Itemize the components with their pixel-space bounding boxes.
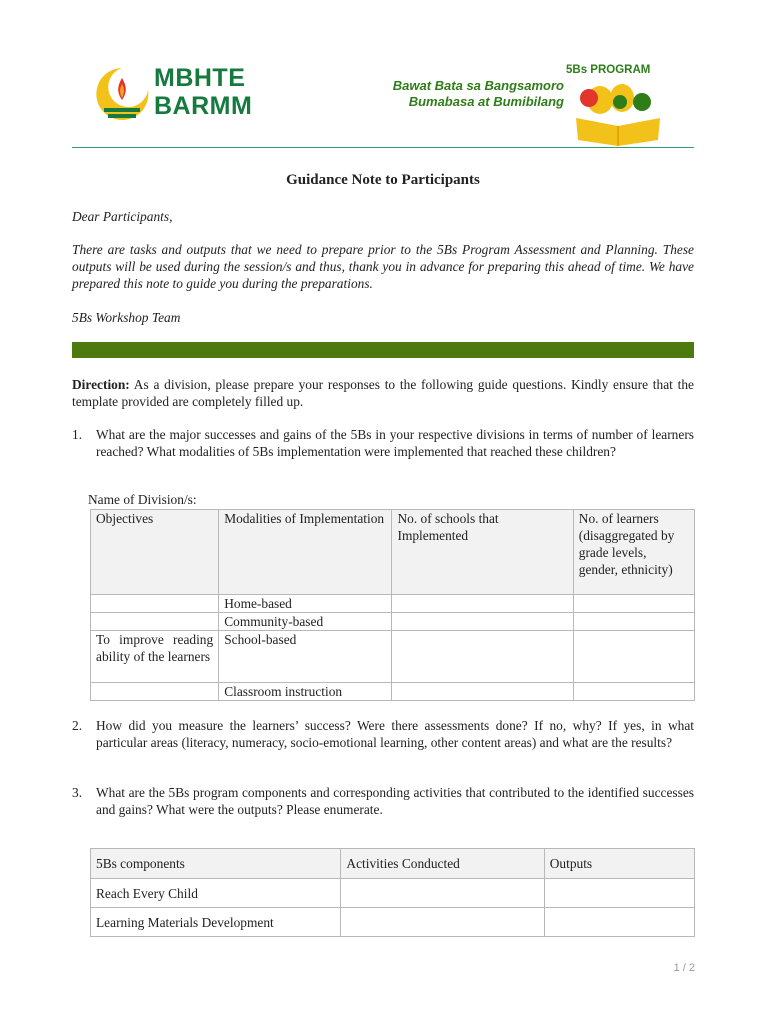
question-2: [72, 717, 694, 751]
col-outputs: Outputs: [544, 849, 694, 879]
outputs-cell[interactable]: [544, 879, 694, 908]
table-row: [91, 595, 695, 613]
col-objectives: Objectives: [91, 510, 219, 595]
objective-cell[interactable]: [91, 613, 219, 631]
question-text: What are the major successes and gains of the 5Bs in your respective divisions in terms of number of learners reached? What modalities of 5Bs implementation were implemented that reached these children?: [96, 427, 694, 459]
schools-cell[interactable]: [392, 683, 573, 701]
salutation: Dear Participants,: [72, 209, 173, 224]
slogan-line-2: Bumabasa at Bumibilang: [408, 94, 564, 109]
question-1: [72, 426, 694, 460]
org-line-2: BARMM: [154, 92, 253, 120]
question-text: What are the 5Bs program components and corresponding activities that contributed to the identified successes and gains? What were the outputs? Please enumerate.: [96, 785, 694, 817]
learners-cell[interactable]: [573, 631, 694, 683]
question-number: 2.: [72, 718, 83, 733]
document-title: Guidance Note to Participants: [286, 172, 480, 188]
signature: 5Bs Workshop Team: [72, 310, 181, 325]
5bs-program-logo-icon: [570, 76, 666, 148]
org-name: [154, 64, 252, 120]
components-table: [90, 848, 695, 937]
outputs-cell[interactable]: [544, 908, 694, 937]
col-activities: Activities Conducted: [341, 849, 544, 879]
schools-cell[interactable]: [392, 595, 573, 613]
col-components: 5Bs components: [91, 849, 341, 879]
objective-cell: To improve reading ability of the learners: [91, 631, 219, 683]
col-learners: No. of learners (disaggregated by grade levels, gender, ethnicity): [573, 510, 694, 595]
component-cell: Learning Materials Development: [91, 908, 341, 937]
col-modalities: Modalities of Implementation: [219, 510, 392, 595]
table-row: [91, 631, 695, 683]
mbhte-logo-icon: [92, 64, 152, 124]
direction-label: Direction:: [72, 377, 130, 392]
successes-table: [90, 509, 695, 701]
objective-cell[interactable]: [91, 683, 219, 701]
question-3: [72, 784, 694, 818]
schools-cell[interactable]: [392, 631, 573, 683]
modality-cell: Home-based: [219, 595, 392, 613]
section-divider-bar: [72, 342, 694, 358]
schools-cell[interactable]: [392, 613, 573, 631]
question-text: How did you measure the learners’ success? Were there assessments done? If no, why? If yes, in what particular areas (literacy, numeracy, socio-emotional learning, other content areas) and what are the results?: [96, 718, 694, 750]
header-divider: [72, 147, 694, 148]
learners-cell[interactable]: [573, 613, 694, 631]
division-name-label: Name of Division/s:: [88, 492, 197, 507]
table-header-row: [91, 510, 695, 595]
objective-cell[interactable]: [91, 595, 219, 613]
page-number: 1 / 2: [673, 962, 695, 974]
learners-cell[interactable]: [573, 595, 694, 613]
table-row: [91, 613, 695, 631]
program-slogan: [393, 78, 564, 110]
activities-cell[interactable]: [341, 908, 544, 937]
table-row: [91, 683, 695, 701]
direction-text: As a division, please prepare your responses to the following guide questions. Kindly ensure that the template provided are completely filled up.: [72, 377, 694, 409]
program-title: 5Bs PROGRAM: [566, 64, 651, 76]
slogan-line-1: Bawat Bata sa Bangsamoro: [392, 78, 564, 93]
modality-cell: Classroom instruction: [219, 683, 392, 701]
question-number: 1.: [72, 427, 83, 442]
learners-cell[interactable]: [573, 683, 694, 701]
component-cell: Reach Every Child: [91, 879, 341, 908]
modality-cell: School-based: [219, 631, 392, 683]
direction-paragraph: [72, 376, 694, 410]
org-line-1: MBHTE: [154, 64, 246, 92]
question-number: 3.: [72, 785, 83, 800]
modality-cell: Community-based: [219, 613, 392, 631]
intro-paragraph: There are tasks and outputs that we need to prepare prior to the 5Bs Program Assessment and Planning. These outputs will be used during the session/s and thus, thank you in advance for preparing this ahead of time. We have prepared this note to guide you during the preparations.: [72, 242, 694, 291]
table-header-row: [91, 849, 695, 879]
table-row: [91, 879, 695, 908]
table-row: [91, 908, 695, 937]
col-schools: No. of schools that Implemented: [392, 510, 573, 595]
activities-cell[interactable]: [341, 879, 544, 908]
